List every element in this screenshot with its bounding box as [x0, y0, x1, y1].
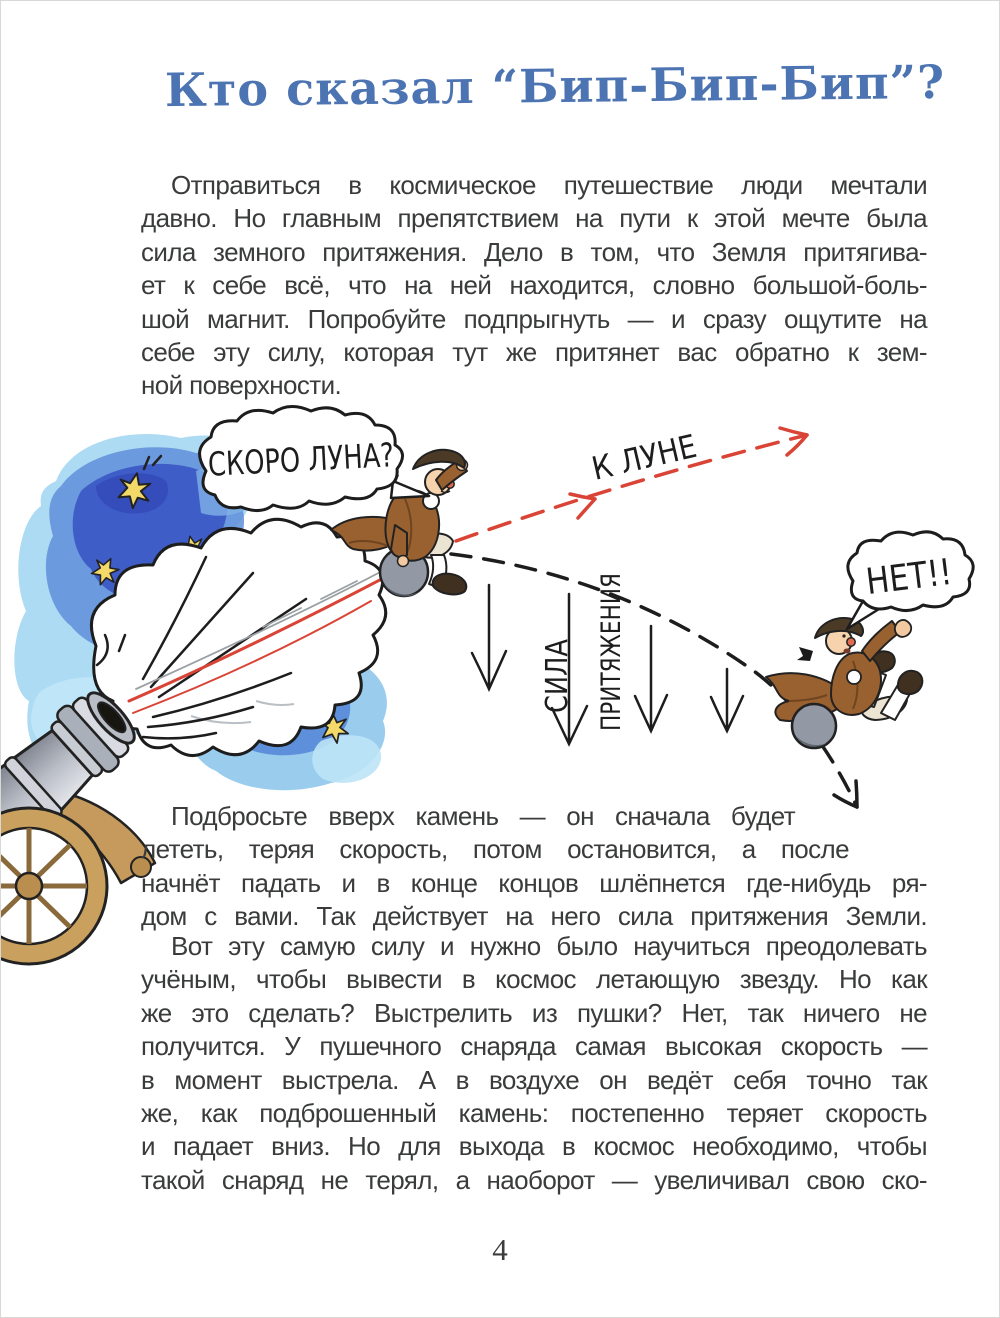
hair-bow [797, 647, 813, 661]
body-line: ет к себе всё, что на ней находится, словно большой-боль- [141, 270, 927, 301]
body-line: дом с вами. Так действует на него сила притяжения Земли. [141, 901, 927, 932]
gravity-label-attraction: ПРИТЯЖЕНИЯ [596, 533, 627, 731]
gravity-label-force: СИЛА [540, 626, 575, 713]
body-line: начнёт падать и в конце концов шлёпнется где-нибудь ря- [141, 867, 927, 898]
page-title: Кто сказал “Бип-Бип-Бип”? [164, 54, 946, 118]
falling-rider [766, 618, 922, 748]
shoe [898, 671, 922, 694]
paragraph-1 [141, 169, 927, 403]
page-number: 4 [492, 1232, 508, 1267]
body-line: и падает вниз. Но для выхода в космос необходимо, чтобы [141, 1131, 927, 1162]
body-line: ной поверхности. [141, 370, 342, 401]
body-line: лететь, теряя скорость, потом остановится, а после [141, 834, 849, 865]
body-line: себе эту силу, которая тут же притянет вас обратно к зем- [141, 336, 927, 367]
body-line: Подбросьте вверх камень — он сначала будет [171, 801, 795, 831]
body-line: же это сделать? Выстрелить из пушки? Нет, так ничего не [141, 997, 927, 1028]
speech-bubble-soon-moon [200, 406, 448, 510]
speech-bubble-no [847, 532, 973, 629]
paragraph-2 [141, 800, 927, 934]
mouth [844, 649, 851, 654]
body-line: сила земного притяжения. Дело в том, что Земля притягива- [141, 236, 927, 267]
body-line: такой снаряд не терял, а наоборот — увеличивал свою ско- [141, 1164, 927, 1195]
bubble-text-soon-moon: СКОРО ЛУНА? [207, 432, 448, 484]
body-line: Вот эту самую силу и нужно было научиться преодолевать [171, 931, 927, 961]
body-line: давно. Но главным препятствием на пути к этой мечте была [141, 203, 927, 234]
shoe [433, 574, 467, 595]
bubble-text-no: НЕТ!! [863, 550, 969, 604]
to-moon-label: К ЛУНЕ [588, 423, 715, 488]
body-line: Отправиться в космическое путешествие люди мечтали [171, 170, 927, 200]
hand [895, 620, 911, 637]
body-line: получится. У пушечного снаряда самая высокая скорость — [141, 1031, 927, 1062]
paragraph-3 [141, 930, 927, 1197]
cannonball [792, 704, 836, 748]
cravat [847, 670, 861, 684]
body-line: шой магнит. Попробуйте подпрыгнуть — и сразу ощутите на [141, 303, 927, 334]
body-line: в момент выстрела. А в воздухе он ведёт себя точно так [141, 1064, 927, 1095]
body-line: учёным, чтобы вывести в космос летающую звезду. Но как [141, 964, 927, 995]
nose [847, 638, 855, 646]
hand [398, 556, 409, 567]
to-moon-arrow [456, 423, 807, 541]
body-line: же, как подброшенный камень: постепенно теряет скорость [141, 1097, 927, 1128]
